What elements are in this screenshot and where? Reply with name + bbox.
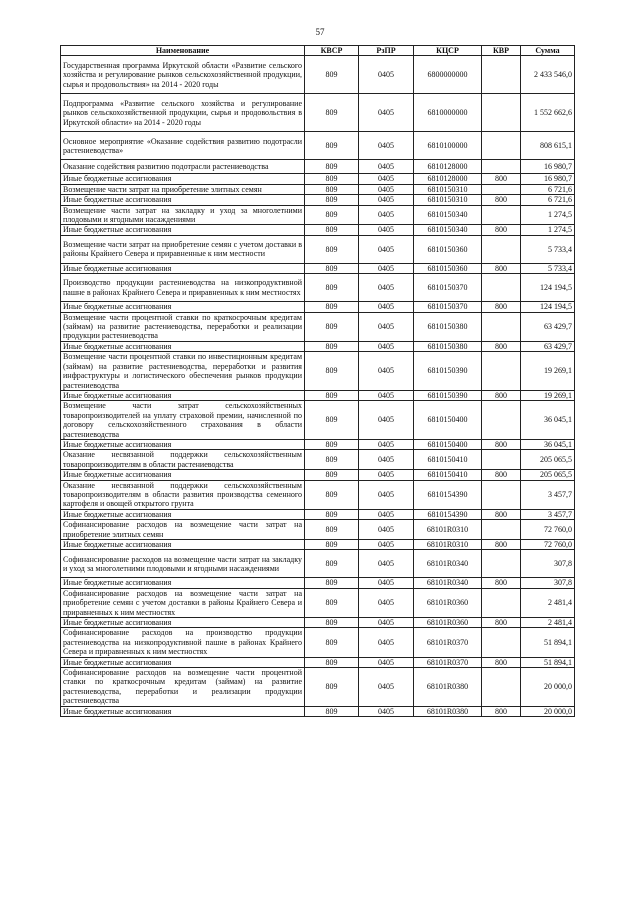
cell-kvsr: 809 [305,184,359,194]
cell-kvsr: 809 [305,302,359,312]
cell-rzpr: 0405 [359,56,414,94]
cell-sum: 307,8 [521,578,575,588]
cell-sum: 3 457,7 [521,509,575,519]
cell-name: Основное мероприятие «Оказание содействия развитию подотрасли растениеводства» [61,132,305,160]
cell-name: Софинансирование расходов на возмещение части затрат на приобретение семян с учетом доставки в районы Крайнего Севера и приравненных к ним местностях [61,588,305,617]
cell-sum: 3 457,7 [521,480,575,509]
cell-name: Оказание несвязанной поддержки сельскохозяйственным товаропроизводителям в области развития производства семенного картофеля и овощей открытого грунта [61,480,305,509]
cell-kvr: 800 [482,225,521,235]
table-row [61,668,575,707]
page-number: 57 [315,27,325,37]
cell-rzpr: 0405 [359,132,414,160]
cell-kcsr: 68101R0360 [414,588,482,617]
cell-sum: 63 429,7 [521,341,575,351]
cell-kcsr: 6810150360 [414,263,482,273]
cell-kvsr: 809 [305,235,359,263]
table-row [61,439,575,449]
cell-rzpr: 0405 [359,668,414,707]
cell-kcsr: 6800000000 [414,56,482,94]
cell-kvr [482,184,521,194]
table-row [61,588,575,617]
cell-sum: 1 274,5 [521,225,575,235]
cell-kvr [482,205,521,225]
cell-kvr: 800 [482,390,521,400]
cell-name: Иные бюджетные ассигнования [61,439,305,449]
table-row [61,706,575,716]
header-kvr: КВР [482,46,521,56]
cell-sum: 1 552 662,6 [521,94,575,132]
cell-kvr: 800 [482,509,521,519]
cell-rzpr: 0405 [359,520,414,540]
cell-rzpr: 0405 [359,706,414,716]
cell-name: Иные бюджетные ассигнования [61,302,305,312]
cell-kvr [482,401,521,440]
cell-kvsr: 809 [305,312,359,341]
table-row [61,341,575,351]
cell-kcsr: 6810150390 [414,390,482,400]
cell-name: Иные бюджетные ассигнования [61,341,305,351]
table-row [61,352,575,391]
cell-rzpr: 0405 [359,470,414,480]
cell-kvsr: 809 [305,174,359,184]
cell-rzpr: 0405 [359,450,414,470]
cell-kvsr: 809 [305,668,359,707]
header-rzpr: РзПР [359,46,414,56]
cell-kcsr: 6810128000 [414,160,482,174]
table-row [61,480,575,509]
cell-rzpr: 0405 [359,184,414,194]
cell-kcsr: 68101R0340 [414,550,482,578]
cell-kvsr: 809 [305,628,359,657]
cell-rzpr: 0405 [359,390,414,400]
cell-rzpr: 0405 [359,341,414,351]
cell-name: Иные бюджетные ассигнования [61,174,305,184]
cell-kvsr: 809 [305,657,359,667]
cell-rzpr: 0405 [359,195,414,205]
cell-kcsr: 6810150380 [414,312,482,341]
cell-kvsr: 809 [305,401,359,440]
table-row [61,235,575,263]
cell-kvsr: 809 [305,274,359,302]
cell-rzpr: 0405 [359,302,414,312]
table-row [61,390,575,400]
cell-rzpr: 0405 [359,509,414,519]
cell-kvsr: 809 [305,578,359,588]
table-row [61,205,575,225]
cell-kvsr: 809 [305,390,359,400]
cell-name: Подпрограмма «Развитие сельского хозяйства и регулирование рынков сельскохозяйственной продукции, сырья и продовольствия в Иркутской области» на 2014 - 2020 годы [61,94,305,132]
cell-kvr [482,668,521,707]
budget-table [60,45,575,717]
cell-kcsr: 6810000000 [414,94,482,132]
cell-kcsr: 68101R0340 [414,578,482,588]
cell-kvr [482,160,521,174]
table-row [61,160,575,174]
cell-name: Иные бюджетные ассигнования [61,578,305,588]
cell-kvsr: 809 [305,94,359,132]
cell-rzpr: 0405 [359,174,414,184]
cell-name: Возмещение части затрат на приобретение элитных семян [61,184,305,194]
cell-sum: 51 894,1 [521,657,575,667]
cell-sum: 63 429,7 [521,312,575,341]
table-row [61,520,575,540]
cell-kvr: 800 [482,578,521,588]
table-row [61,225,575,235]
cell-sum: 2 481,4 [521,618,575,628]
cell-kcsr: 68101R0380 [414,668,482,707]
cell-sum: 5 733,4 [521,235,575,263]
cell-kvr: 800 [482,540,521,550]
cell-kvsr: 809 [305,618,359,628]
cell-kvr: 800 [482,174,521,184]
header-sum: Сумма [521,46,575,56]
cell-rzpr: 0405 [359,94,414,132]
cell-sum: 72 760,0 [521,520,575,540]
cell-sum: 36 045,1 [521,439,575,449]
cell-kcsr: 6810150370 [414,302,482,312]
cell-sum: 205 065,5 [521,470,575,480]
cell-kvr: 800 [482,618,521,628]
cell-rzpr: 0405 [359,274,414,302]
table-row [61,628,575,657]
cell-rzpr: 0405 [359,312,414,341]
cell-rzpr: 0405 [359,657,414,667]
cell-kvsr: 809 [305,205,359,225]
table-body [61,56,575,717]
cell-kcsr: 68101R0380 [414,706,482,716]
cell-kcsr: 6810150410 [414,450,482,470]
cell-kvsr: 809 [305,195,359,205]
cell-sum: 19 269,1 [521,390,575,400]
cell-kvr: 800 [482,439,521,449]
cell-rzpr: 0405 [359,235,414,263]
cell-kcsr: 6810150340 [414,205,482,225]
cell-rzpr: 0405 [359,550,414,578]
cell-kvr [482,132,521,160]
cell-name: Возмещение части процентной ставки по краткосрочным кредитам (займам) на развитие растениеводства, переработки и реализации продукции растениеводства [61,312,305,341]
header-row [61,46,575,56]
cell-name: Софинансирование расходов на возмещение части затрат на приобретение элитных семян [61,520,305,540]
cell-name: Иные бюджетные ассигнования [61,470,305,480]
cell-name: Государственная программа Иркутской области «Развитие сельского хозяйства и регулирование рынков сельскохозяйственной продукции, сырья и продовольствия» на 2014 - 2020 годы [61,56,305,94]
cell-kcsr: 6810150390 [414,352,482,391]
cell-kvr [482,352,521,391]
cell-sum: 205 065,5 [521,450,575,470]
cell-name: Иные бюджетные ассигнования [61,195,305,205]
cell-kcsr: 6810100000 [414,132,482,160]
cell-name: Иные бюджетные ассигнования [61,225,305,235]
table-row [61,174,575,184]
table-header [61,46,575,56]
cell-kcsr: 6810150400 [414,439,482,449]
cell-kvsr: 809 [305,480,359,509]
cell-sum: 124 194,5 [521,302,575,312]
cell-kvr [482,450,521,470]
cell-name: Софинансирование расходов на производство продукции растениеводства на низкопродуктивной пашне в районах Крайнего Севера и приравненных к ним местностях [61,628,305,657]
cell-name: Возмещение части процентной ставки по инвестиционным кредитам (займам) на развитие растениеводства, переработки и развития инфраструктуры и логистического обеспечения рынков продукции растениеводства [61,352,305,391]
header-kvsr: КВСР [305,46,359,56]
table-row [61,263,575,273]
cell-sum: 2 433 546,0 [521,56,575,94]
cell-name: Иные бюджетные ассигнования [61,706,305,716]
cell-kvr: 800 [482,470,521,480]
table-row [61,401,575,440]
cell-kvr [482,56,521,94]
cell-kvsr: 809 [305,550,359,578]
cell-name: Иные бюджетные ассигнования [61,509,305,519]
cell-kvsr: 809 [305,352,359,391]
cell-sum: 1 274,5 [521,205,575,225]
table-row [61,657,575,667]
cell-kvr: 800 [482,195,521,205]
cell-kvr: 800 [482,341,521,351]
cell-name: Иные бюджетные ассигнования [61,618,305,628]
cell-kcsr: 68101R0310 [414,540,482,550]
cell-kvsr: 809 [305,56,359,94]
cell-kvr [482,520,521,540]
cell-kvr [482,312,521,341]
cell-name: Иные бюджетные ассигнования [61,657,305,667]
table-row [61,312,575,341]
cell-name: Возмещение части затрат на закладку и уход за многолетними плодовыми и ягодными насаждениями [61,205,305,225]
cell-kcsr: 6810150380 [414,341,482,351]
cell-sum: 124 194,5 [521,274,575,302]
cell-sum: 19 269,1 [521,352,575,391]
cell-kcsr: 6810154390 [414,509,482,519]
cell-rzpr: 0405 [359,439,414,449]
cell-kvsr: 809 [305,706,359,716]
table-row [61,195,575,205]
header-kcsr: КЦСР [414,46,482,56]
cell-sum: 16 980,7 [521,160,575,174]
cell-kvr [482,274,521,302]
cell-rzpr: 0405 [359,205,414,225]
cell-name: Софинансирование расходов на возмещение части затрат на закладку и уход за многолетними плодовыми и ягодными насаждениями [61,550,305,578]
cell-kcsr: 68101R0310 [414,520,482,540]
cell-kcsr: 6810150310 [414,184,482,194]
cell-rzpr: 0405 [359,352,414,391]
header-name: Наименование [61,46,305,56]
cell-name: Иные бюджетные ассигнования [61,390,305,400]
cell-sum: 307,8 [521,550,575,578]
cell-name: Возмещение части затрат сельскохозяйственных товаропроизводителей на уплату страховой премии, начисленной по договору сельскохозяйственного страхования в области растениеводства [61,401,305,440]
table-row [61,302,575,312]
table-row [61,94,575,132]
cell-name: Иные бюджетные ассигнования [61,263,305,273]
cell-kvsr: 809 [305,588,359,617]
cell-kvsr: 809 [305,160,359,174]
cell-kcsr: 6810150410 [414,470,482,480]
cell-sum: 6 721,6 [521,184,575,194]
cell-rzpr: 0405 [359,480,414,509]
cell-kcsr: 68101R0370 [414,657,482,667]
cell-rzpr: 0405 [359,401,414,440]
cell-rzpr: 0405 [359,263,414,273]
cell-sum: 2 481,4 [521,588,575,617]
cell-kvr: 800 [482,302,521,312]
cell-kvsr: 809 [305,520,359,540]
cell-kvsr: 809 [305,450,359,470]
cell-kvr [482,94,521,132]
cell-kvr [482,480,521,509]
table-row [61,132,575,160]
table-row [61,618,575,628]
cell-sum: 51 894,1 [521,628,575,657]
cell-kvr: 800 [482,657,521,667]
cell-name: Производство продукции растениеводства на низкопродуктивной пашне в районах Крайнего Севера и приравненных к ним местностях [61,274,305,302]
cell-sum: 5 733,4 [521,263,575,273]
table-row [61,578,575,588]
cell-kcsr: 6810128000 [414,174,482,184]
cell-sum: 16 980,7 [521,174,575,184]
cell-kvsr: 809 [305,470,359,480]
cell-name: Оказание содействия развитию подотрасли растениеводства [61,160,305,174]
cell-sum: 6 721,6 [521,195,575,205]
cell-kvsr: 809 [305,132,359,160]
cell-name: Оказание несвязанной поддержки сельскохозяйственным товаропроизводителям в области растениеводства [61,450,305,470]
cell-kcsr: 6810150310 [414,195,482,205]
cell-kvsr: 809 [305,509,359,519]
cell-kvr [482,550,521,578]
cell-kvr: 800 [482,706,521,716]
cell-sum: 20 000,0 [521,706,575,716]
table-row [61,550,575,578]
cell-rzpr: 0405 [359,225,414,235]
cell-kcsr: 6810150400 [414,401,482,440]
cell-rzpr: 0405 [359,540,414,550]
cell-kcsr: 6810154390 [414,480,482,509]
cell-rzpr: 0405 [359,160,414,174]
cell-name: Возмещение части затрат на приобретение семян с учетом доставки в районы Крайнего Севера и приравненные к ним местности [61,235,305,263]
cell-kvsr: 809 [305,263,359,273]
cell-sum: 36 045,1 [521,401,575,440]
cell-sum: 20 000,0 [521,668,575,707]
cell-kvr: 800 [482,263,521,273]
cell-kcsr: 6810150370 [414,274,482,302]
cell-rzpr: 0405 [359,578,414,588]
cell-kcsr: 6810150360 [414,235,482,263]
cell-kvr [482,628,521,657]
cell-kcsr: 68101R0360 [414,618,482,628]
table-row [61,540,575,550]
table-row [61,274,575,302]
table-row [61,450,575,470]
cell-sum: 72 760,0 [521,540,575,550]
cell-rzpr: 0405 [359,588,414,617]
cell-kvsr: 809 [305,540,359,550]
cell-kvsr: 809 [305,341,359,351]
cell-sum: 808 615,1 [521,132,575,160]
cell-kvsr: 809 [305,225,359,235]
cell-name: Софинансирование расходов на возмещение части процентной ставки по краткосрочным кредитам (займам) на развитие растениеводства, переработки и реализации продукции растениеводства [61,668,305,707]
table-row [61,56,575,94]
cell-kcsr: 68101R0370 [414,628,482,657]
cell-rzpr: 0405 [359,618,414,628]
cell-rzpr: 0405 [359,628,414,657]
cell-kvr [482,235,521,263]
cell-name: Иные бюджетные ассигнования [61,540,305,550]
cell-kvsr: 809 [305,439,359,449]
cell-kcsr: 6810150340 [414,225,482,235]
table-row [61,184,575,194]
cell-kvr [482,588,521,617]
table-row [61,509,575,519]
table-row [61,470,575,480]
